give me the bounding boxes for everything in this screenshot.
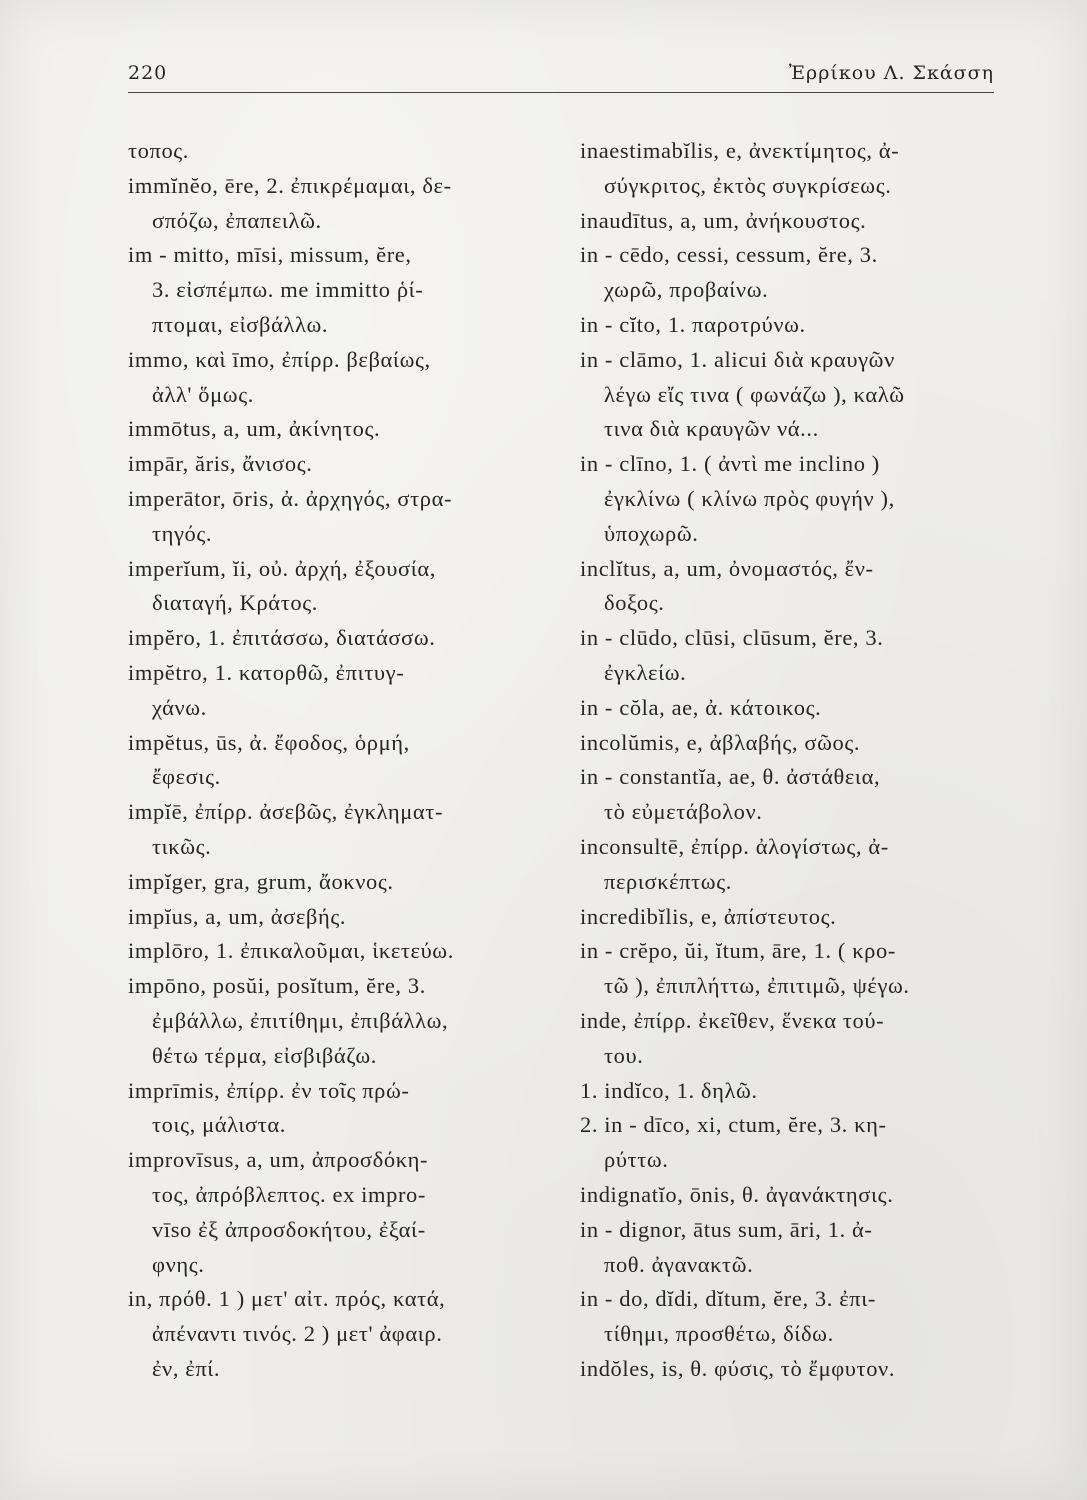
entry-line: ποθ. ἀγανακτῶ. [604, 1251, 754, 1277]
entry-line: impĕtus, ūs, ἀ. ἔφοδος, ὁρμή, [128, 729, 410, 755]
entry-line: σύγκριτος, ἐκτὸς συγκρίσεως. [604, 172, 892, 198]
entry-line: inaestimabĭlis, e, ἀνεκτίμητος, ἀ- [580, 138, 900, 163]
entry-line: inclĭtus, a, um, ὀνομαστός, ἔν- [580, 555, 874, 581]
entry-line: δοξος. [604, 590, 665, 616]
entry-line: 3. εἰσπέμπω. me immitto ῥί- [152, 277, 424, 303]
entry-line: impĭger, gra, grum, ἄοκνος. [128, 868, 394, 894]
entry-line: σπόζω, ἐπαπειλῶ. [152, 207, 322, 233]
entry-line: impĭus, a, um, ἀσεβής. [128, 903, 347, 929]
entry-line: immo, καὶ īmo, ἐπίρρ. βεβαίως, [128, 346, 431, 372]
entry-line: in - dignor, ātus sum, āri, 1. ἀ- [580, 1216, 873, 1242]
entry-line: τινα διὰ κραυγῶν νά... [604, 416, 819, 442]
entry-line: imperātor, ōris, ἀ. ἀρχηγός, στρα- [128, 485, 453, 511]
running-title: Ἐρρίκου Λ. Σκάσση [788, 62, 994, 84]
entry-line: inde, ἐπίρρ. ἐκεῖθεν, ἕνεκα τού- [580, 1007, 885, 1033]
entry-line: του. [604, 1042, 644, 1068]
entry-line: improvīsus, a, um, ἀπροσδόκη- [128, 1147, 429, 1173]
entry-line: implōro, 1. ἐπικαλοῦμαι, ἱκετεύω. [128, 938, 454, 964]
entry-line: ὑποχωρῶ. [604, 520, 699, 546]
entry-line: indŏles, is, θ. φύσις, τὸ ἔμφυτον. [580, 1355, 896, 1381]
entry-line: διαταγή, Κράτος. [152, 590, 318, 616]
entry-line: in - cĭto, 1. παροτρύνω. [580, 311, 806, 337]
entry-line: ἀλλ' ὅμως. [152, 381, 254, 407]
entry-line: περισκέπτως. [604, 868, 732, 894]
entry-line: impĭē, ἐπίρρ. ἀσεβῶς, ἐγκληματ- [128, 799, 444, 825]
entry-line: θέτω τέρμα, εἰσβιβάζω. [152, 1042, 378, 1068]
entry-line: in - clūdo, clūsi, clūsum, ĕre, 3. [580, 625, 884, 651]
entry-line: impār, ăris, ἄνισος. [128, 451, 313, 477]
entry-line: 1. indĭco, 1. δηλῶ. [580, 1077, 758, 1103]
entry-line: in - cŏla, ae, ἀ. κάτοικος. [580, 694, 822, 720]
entry-line: χωρῶ, προβαίνω. [604, 277, 769, 303]
left-column [128, 134, 546, 1387]
page-header [128, 56, 994, 92]
entry-line: incolŭmis, e, ἀβλαβής, σῶος. [580, 729, 861, 755]
entry-line: πτομαι, εἰσβάλλω. [152, 311, 329, 337]
entry-line: in - clāmo, 1. alicui διὰ κραυγῶν [580, 346, 895, 372]
entry-line: in - crĕpo, ŭi, ĭtum, āre, 1. ( κρο- [580, 938, 896, 964]
entry-line: ἐγκλείω. [604, 659, 687, 685]
entry-line: inconsultē, ἐπίρρ. ἀλογίστως, ἀ- [580, 833, 889, 859]
entry-line: ἔφεσις. [152, 764, 221, 790]
entry-line: ἐγκλίνω ( κλίνω πρὸς φυγήν ), [604, 485, 895, 511]
entry-line: ἐμβάλλω, ἐπιτίθημι, ἐπιβάλλω, [152, 1007, 449, 1033]
entry-line: in - cēdo, cessi, cessum, ĕre, 3. [580, 242, 878, 268]
entry-line: τὸ εὐμετάβολον. [604, 799, 763, 825]
entry-line: inaudītus, a, um, ἀνήκουστος. [580, 207, 867, 233]
entry-line: immĭnĕo, ēre, 2. ἐπικρέμαμαι, δε- [128, 172, 452, 198]
entry-line: τηγός. [152, 520, 213, 546]
entry-line: impĕtro, 1. κατορθῶ, ἐπιτυγ- [128, 659, 405, 685]
entry-line: incredibĭlis, e, ἀπίστευτος. [580, 903, 837, 929]
header-rule [128, 92, 994, 93]
entry-line: imperĭum, ĭi, οὐ. ἀρχή, ἐξουσία, [128, 555, 436, 581]
entry-line: τοις, μάλιστα. [152, 1112, 287, 1138]
entry-line: vīso ἐξ ἀπροσδοκήτου, ἐξαί- [152, 1216, 426, 1242]
entry-line: in - constantĭa, ae, θ. ἀστάθεια, [580, 764, 881, 790]
entry-line: in, πρόθ. 1 ) μετ' αἰτ. πρός, κατά, [128, 1286, 446, 1312]
entry-line: τος, ἀπρόβλεπτος. ex impro- [152, 1181, 426, 1207]
entry-line: in - do, dĭdi, dĭtum, ĕre, 3. ἐπι- [580, 1286, 876, 1312]
entry-line: ρύττω. [604, 1147, 669, 1173]
entry-line: indignatĭo, ōnis, θ. ἀγανάκτησις. [580, 1181, 894, 1207]
entry-line: ἀπέναντι τινός. 2 ) μετ' ἀφαιρ. [152, 1321, 443, 1347]
entry-line: τίθημι, προσθέτω, δίδω. [604, 1321, 834, 1347]
entry-line: imprīmis, ἐπίρρ. ἐν τοῖς πρώ- [128, 1077, 410, 1103]
entry-line: impĕro, 1. ἐπιτάσσω, διατάσσω. [128, 625, 436, 651]
entry-line: impōno, posŭi, posĭtum, ĕre, 3. [128, 973, 426, 999]
entry-line: τῶ ), ἐπιπλήττω, ἐπιτιμῶ, ψέγω. [604, 973, 910, 999]
entry-line: τοπος. [128, 138, 190, 163]
entry-line: 2. in - dīco, xi, ctum, ĕre, 3. κη- [580, 1112, 887, 1138]
entry-line: im - mitto, mīsi, missum, ĕre, [128, 242, 412, 268]
entry-line: φνης. [152, 1251, 205, 1277]
entry-line: ἐν, ἐπί. [152, 1355, 221, 1381]
entry-line: immōtus, a, um, ἀκίνητος. [128, 416, 381, 442]
entry-line: in - clīno, 1. ( ἀντὶ me inclino ) [580, 451, 880, 477]
page-number: 220 [128, 62, 168, 84]
right-column [580, 134, 998, 1387]
entry-line: τικῶς. [152, 833, 212, 859]
entry-line: χάνω. [152, 694, 207, 720]
entry-line: λέγω εἴς τινα ( φωνάζω ), καλῶ [604, 381, 905, 407]
